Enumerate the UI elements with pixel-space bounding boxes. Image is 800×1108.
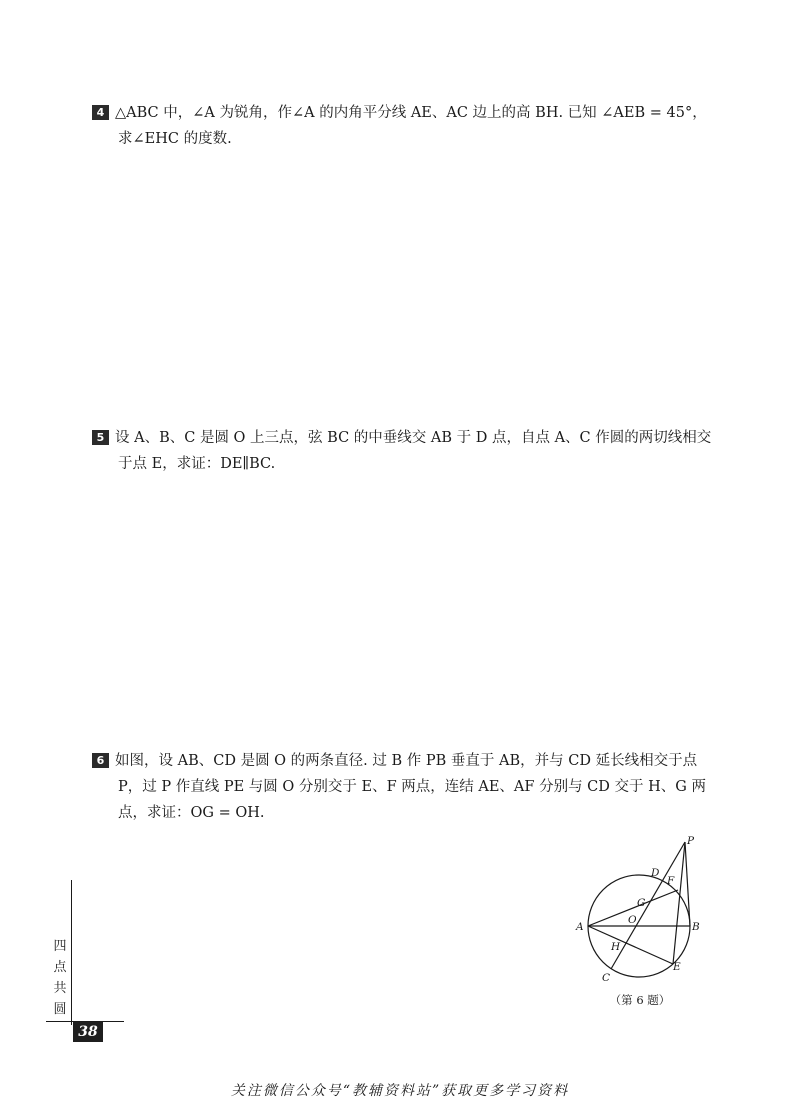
problem-5-text-1: 设 A、B、C 是圆 O 上三点，弦 BC 的中垂线交 AB 于 D 点，自点 A、C 作圆的两切线相交 (115, 430, 712, 446)
geometry-figure (568, 826, 718, 986)
footer-note: 关注微信公众号“教辅资料站”获取更多学习资料 (230, 1083, 570, 1099)
problem-5 (92, 425, 722, 477)
label-b: B (692, 921, 700, 933)
problem-5-line-2: 于点 E，求证：DE∥BC. (118, 456, 276, 472)
problem-6-number: 6 (92, 753, 109, 768)
problem-6-line-2: P，过 P 作直线 PE 与圆 O 分别交于 E、F 两点，连结 AE、AF 分别与 CD 交于 H、G 两 (118, 779, 706, 795)
problem-4 (92, 100, 722, 152)
problem-6 (92, 748, 722, 826)
label-p: P (687, 835, 695, 847)
problem-4-number: 4 (92, 105, 109, 120)
problem-6-line-3: 点，求证：OG = OH. (118, 805, 265, 821)
problem-4-text-1: △ABC 中，∠A 为锐角，作∠A 的内角平分线 AE、AC 边上的高 BH. 已知 ∠AEB = 45°， (115, 105, 707, 121)
side-vertical-rule (71, 880, 72, 1025)
line-pb (685, 842, 690, 926)
problem-6-text-1: 如图，设 AB、CD 是圆 O 的两条直径. 过 B 作 PB 垂直于 AB，并与 CD 延长线相交于点 (115, 753, 698, 769)
label-d: D (651, 867, 660, 879)
label-g: G (637, 897, 646, 909)
figure-caption: （第 6 题） (609, 993, 671, 1007)
label-e: E (673, 961, 681, 973)
problem-5-number: 5 (92, 430, 109, 445)
label-f: F (667, 875, 675, 887)
label-o: O (628, 914, 637, 926)
line-ae (588, 926, 673, 964)
problem-5-line-1 (92, 425, 722, 451)
problem-4-line-2: 求∠EHC 的度数. (118, 131, 232, 147)
page-number: 38 (73, 1022, 103, 1042)
label-a: A (576, 921, 584, 933)
label-h: H (611, 941, 621, 953)
problem-4-line-1 (92, 100, 722, 126)
label-c: C (602, 972, 611, 984)
chapter-side-title: 四点共圆 (53, 939, 67, 1017)
problem-6-line-1 (92, 748, 722, 774)
